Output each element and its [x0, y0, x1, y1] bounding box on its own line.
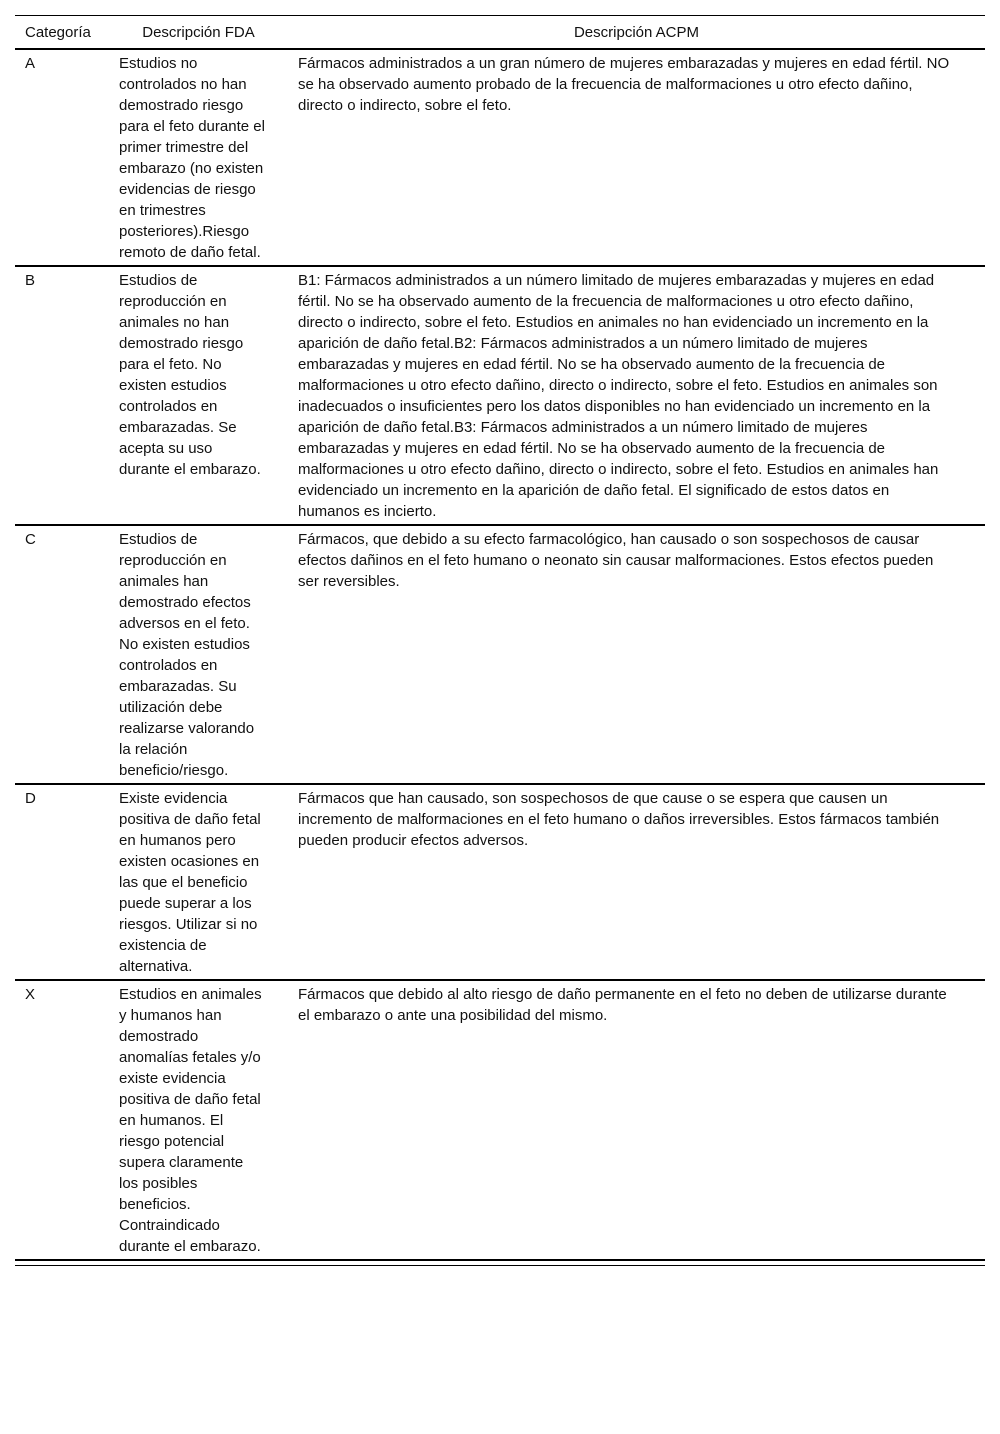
header-category: Categoría: [15, 16, 109, 50]
table-bottom-rule: [15, 1265, 985, 1266]
acpm-description-cell: Fármacos que debido al alto riesgo de daño permanente en el feto no deben de utilizarse durante el embarazo o ante una posibilidad del mismo.: [288, 980, 985, 1260]
table-row: [15, 525, 985, 784]
category-cell: A: [15, 49, 109, 266]
fda-description-cell: Existe evidencia positiva de daño fetal en humanos pero existen ocasiones en las que el beneficio puede superar a los riesgos. Utilizar si no existencia de alternativa.: [109, 784, 288, 980]
header-row: [15, 16, 985, 50]
table-row: [15, 49, 985, 266]
category-cell: B: [15, 266, 109, 525]
category-cell: C: [15, 525, 109, 784]
category-cell: D: [15, 784, 109, 980]
pregnancy-risk-table-container: [15, 15, 985, 1266]
acpm-description-cell: Fármacos administrados a un gran número de mujeres embarazadas y mujeres en edad fértil. NO se ha observado aumento probado de la frecuencia de malformaciones u otro efecto dañino, directo o indirecto, sobre el feto.: [288, 49, 985, 266]
acpm-description-cell: B1: Fármacos administrados a un número limitado de mujeres embarazadas y mujeres en edad fértil. No se ha observado aumento de la frecuencia de malformaciones u otro efecto dañino, directo o indirecto, sobre el feto. Estudios en animales no han evidenciado un incremento en la aparición de daño fetal.B2: Fármacos administrados a un número limitado de mujeres embarazadas y mujeres en edad fértil. No se ha observado aumento de la frecuencia de malformaciones u otro efecto dañino, directo o indirecto, sobre el feto. Estudios en animales son inadecuados o insuficientes pero los datos disponibles no han evidenciado un incremento en la aparición de daño fetal.B3: Fármacos administrados a un número limitado de mujeres embarazadas y mujeres en edad fértil. No se ha observado aumento de la frecuencia de malformaciones u otro efecto dañino, directo o indirecto, sobre el feto. Estudios en animales han evidenciado un incremento en la aparición de daño fetal. El significado de estos datos en humanos es incierto.: [288, 266, 985, 525]
table-row: [15, 980, 985, 1260]
fda-description-cell: Estudios en animales y humanos han demostrado anomalías fetales y/o existe evidencia positiva de daño fetal en humanos. El riesgo potencial supera claramente los posibles beneficios. Contraindicado durante el embarazo.: [109, 980, 288, 1260]
pregnancy-risk-table: [15, 15, 985, 1261]
header-fda: Descripción FDA: [109, 16, 288, 50]
table-body: [15, 49, 985, 1260]
acpm-description-cell: Fármacos, que debido a su efecto farmacológico, han causado o son sospechosos de causar efectos dañinos en el feto humano o neonato sin causar malformaciones. Estos efectos pueden ser reversibles.: [288, 525, 985, 784]
category-cell: X: [15, 980, 109, 1260]
table-row: [15, 784, 985, 980]
table-header: [15, 16, 985, 50]
header-acpm: Descripción ACPM: [288, 16, 985, 50]
fda-description-cell: Estudios de reproducción en animales no han demostrado riesgo para el feto. No existen estudios controlados en embarazadas. Se acepta su uso durante el embarazo.: [109, 266, 288, 525]
fda-description-cell: Estudios de reproducción en animales han demostrado efectos adversos en el feto. No existen estudios controlados en embarazadas. Su utilización debe realizarse valorando la relación beneficio/riesgo.: [109, 525, 288, 784]
fda-description-cell: Estudios no controlados no han demostrado riesgo para el feto durante el primer trimestre del embarazo (no existen evidencias de riesgo en trimestres posteriores).Riesgo remoto de daño fetal.: [109, 49, 288, 266]
table-row: [15, 266, 985, 525]
acpm-description-cell: Fármacos que han causado, son sospechosos de que cause o se espera que causen un incremento de malformaciones en el feto humano o daños irreversibles. Estos fármacos también pueden producir efectos adversos.: [288, 784, 985, 980]
